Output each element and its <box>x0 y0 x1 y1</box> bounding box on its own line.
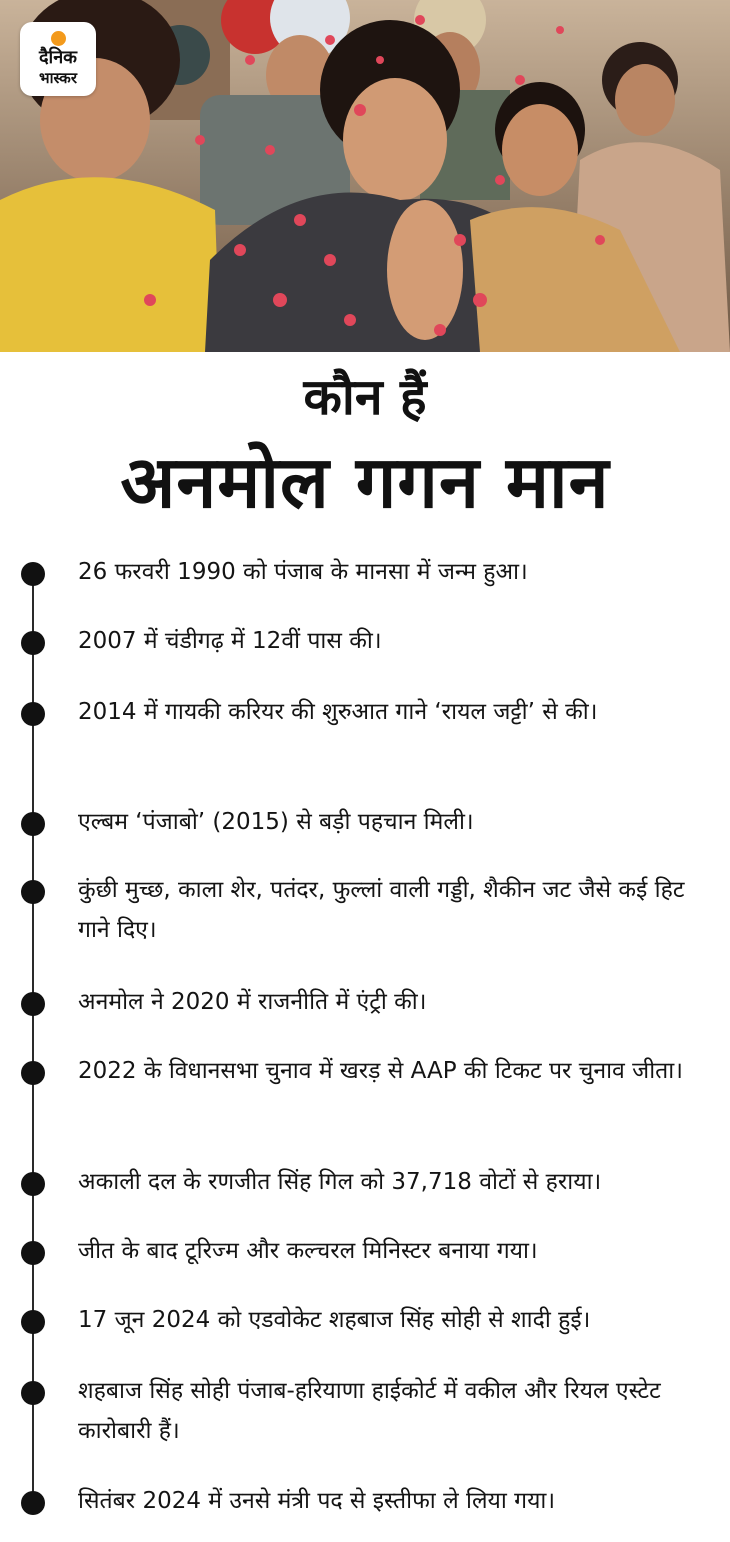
bullet-dot <box>21 1061 45 1085</box>
bullet-dot <box>21 1241 45 1265</box>
logo-text-line2: भास्कर <box>39 69 77 87</box>
timeline-item-text: 2007 में चंडीगढ़ में 12वीं पास की। <box>78 628 382 654</box>
timeline-item-text: कुंछी मुच्छ, काला शेर, पतंदर, फुल्लां वाली गड्डी, शैकीन जट जैसे कई हिट गाने दिए। <box>78 877 685 943</box>
timeline-item-text: शहबाज सिंह सोही पंजाब-हरियाणा हाईकोर्ट में वकील और रियल एस्टेट कारोबारी हैं। <box>78 1378 661 1444</box>
bullet-dot <box>21 1381 45 1405</box>
header-photo <box>0 0 730 352</box>
bullet-dot <box>21 631 45 655</box>
timeline-item-text: 2022 के विधानसभा चुनाव में खरड़ से AAP की टिकट पर चुनाव जीता। <box>78 1058 683 1084</box>
bullet-dot <box>21 880 45 904</box>
timeline-item-text: 17 जून 2024 को एडवोकेट शहबाज सिंह सोही से शादी हुई। <box>78 1307 591 1333</box>
timeline-item-text: 2014 में गायकी करियर की शुरुआत गाने ‘रायल जट्टी’ से की। <box>78 699 598 725</box>
title-question: कौन हैं <box>303 368 427 426</box>
bullet-dot <box>21 812 45 836</box>
bullet-dot <box>21 562 45 586</box>
timeline-item-text: जीत के बाद टूरिज्म और कल्चरल मिनिस्टर बनाया गया। <box>78 1238 538 1264</box>
brand-logo <box>20 22 96 96</box>
timeline-item-text: 26 फरवरी 1990 को पंजाब के मानसा में जन्म हुआ। <box>78 559 528 585</box>
bullet-dot <box>21 1491 45 1515</box>
bullet-dot <box>21 992 45 1016</box>
logo-text-line1: दैनिक <box>38 47 78 68</box>
timeline-item-text: अकाली दल के रणजीत सिंह गिल को 37,718 वोटों से हराया। <box>78 1169 602 1195</box>
logo-sun-icon <box>51 31 66 46</box>
bullet-dot <box>21 702 45 726</box>
timeline-item-text: सितंबर 2024 में उनसे मंत्री पद से इस्तीफा ले लिया गया। <box>78 1488 556 1514</box>
crowd-photo-illustration <box>0 0 730 352</box>
bullet-dot <box>21 1310 45 1334</box>
bullet-dot <box>21 1172 45 1196</box>
title-name: अनमोल गगन मान <box>120 440 610 524</box>
timeline-item-text: अनमोल ने 2020 में राजनीति में एंट्री की। <box>78 989 427 1015</box>
timeline-item-text: एल्बम ‘पंजाबो’ (2015) से बड़ी पहचान मिली। <box>78 809 474 835</box>
